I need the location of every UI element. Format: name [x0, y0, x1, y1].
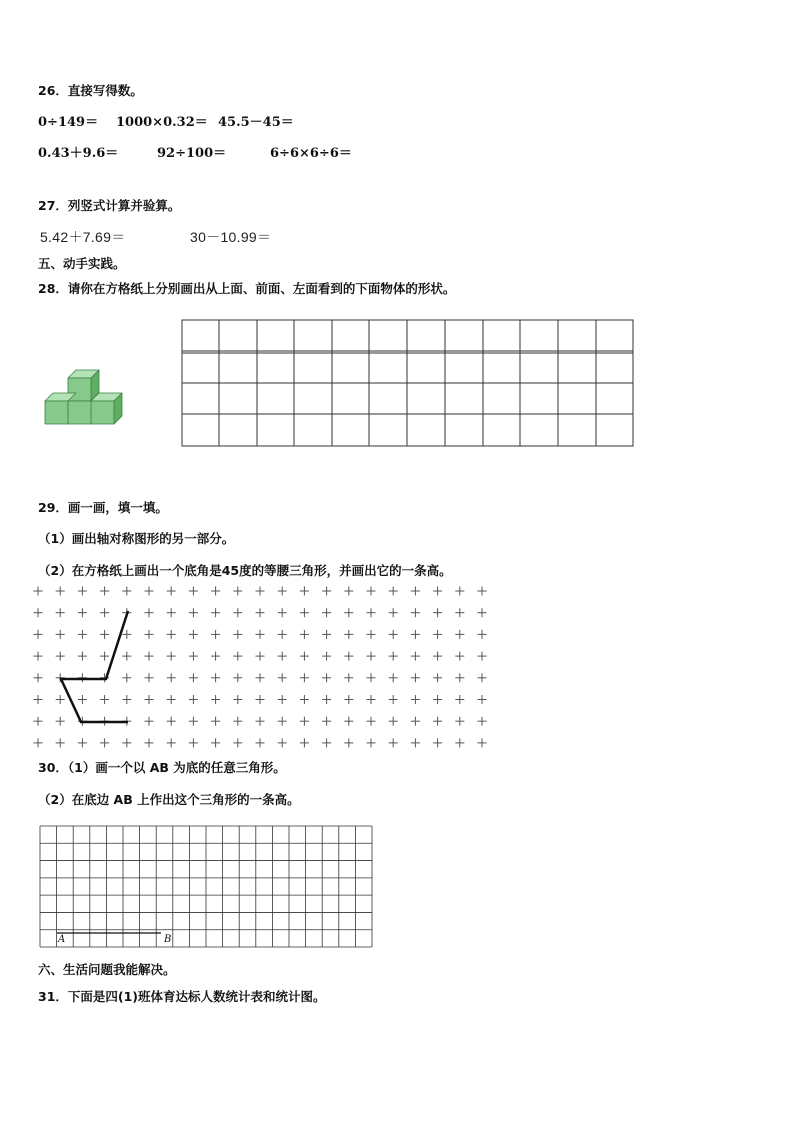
q26-expr-1: 0÷149＝: [38, 115, 99, 130]
q30-part-2: （2）在底边 AB 上作出这个三角形的一条高。: [38, 792, 300, 807]
q26-expr-2: 1000×0.32＝: [116, 115, 208, 130]
section-6-heading: 六、生活问题我能解决。: [38, 962, 176, 977]
q26-expr-5: 92÷100＝: [157, 146, 227, 161]
q29-part-1: （1）画出轴对称图形的另一部分。: [38, 531, 235, 546]
point-a-label: A: [58, 934, 66, 945]
q26-expr-3: 45.5－45＝: [218, 115, 294, 130]
q29-part-2: （2）在方格纸上画出一个底角是45度的等腰三角形，并画出它的一条高。: [38, 563, 452, 578]
q27-expr-1: 5.42＋7.69＝: [40, 229, 126, 245]
q31-title: 31．下面是四(1)班体育达标人数统计表和统计图。: [38, 989, 326, 1004]
q26-expr-4: 0.43＋9.6＝: [38, 146, 119, 161]
point-b-label: B: [164, 934, 172, 945]
q28-title: 28．请你在方格纸上分别画出从上面、前面、左面看到的下面物体的形状。: [38, 281, 456, 296]
q30-part-1: 30．（1）画一个以 AB 为底的任意三角形。: [38, 760, 286, 775]
q27-title: 27．列竖式计算并验算。: [38, 198, 181, 213]
q29-title: 29．画一画，填一填。: [38, 500, 168, 515]
q26-expr-6: 6÷6×6÷6＝: [270, 146, 352, 161]
section-5-heading: 五、动手实践。: [38, 256, 126, 271]
q27-expr-2: 30－10.99＝: [190, 229, 272, 245]
q26-title: 26．直接写得数。: [38, 83, 143, 98]
